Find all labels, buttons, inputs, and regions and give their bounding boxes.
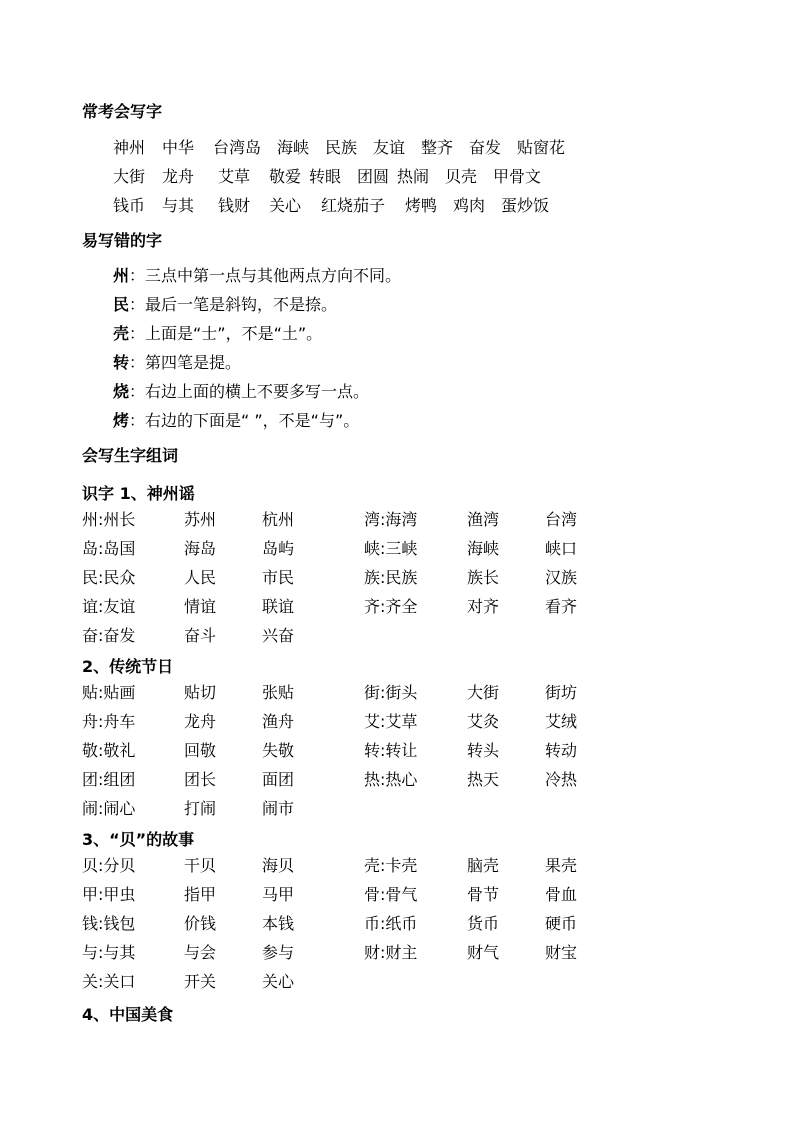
mistake-note: 转：第四笔是提。	[113, 353, 242, 372]
word-cell: 回敬	[184, 741, 217, 760]
word-cell: 壳:卡壳	[364, 856, 418, 875]
word-item: 热闹	[397, 167, 430, 186]
word-cell: 奋:奋发	[82, 626, 136, 645]
word-cell: 兴奋	[262, 626, 295, 645]
word-cell: 齐:齐全	[364, 597, 418, 616]
word-cell: 苏州	[184, 510, 217, 529]
word-cell: 马甲	[262, 885, 295, 904]
word-cell: 失敬	[262, 741, 295, 760]
word-item: 友谊	[373, 138, 406, 157]
word-cell: 脑壳	[467, 856, 500, 875]
word-cell: 峡口	[545, 539, 578, 558]
word-cell: 汉族	[545, 568, 578, 587]
mistake-note: 民：最后一笔是斜钩，不是捺。	[113, 295, 338, 314]
word-cell: 货币	[467, 914, 500, 933]
word-cell: 价钱	[184, 914, 217, 933]
word-cell: 情谊	[184, 597, 217, 616]
word-item: 红烧茄子	[321, 196, 386, 215]
lesson-title: 2、传统节日	[82, 657, 174, 676]
word-cell: 钱:钱包	[82, 914, 136, 933]
word-cell: 台湾	[545, 510, 578, 529]
word-cell: 市民	[262, 568, 295, 587]
word-cell: 街:街头	[364, 683, 418, 702]
lesson-title: 3、“贝”的故事	[82, 830, 195, 849]
word-item: 钱币	[113, 196, 146, 215]
word-cell: 与会	[184, 943, 217, 962]
word-cell: 冷热	[545, 770, 578, 789]
word-cell: 本钱	[262, 914, 295, 933]
word-cell: 民:民众	[82, 568, 136, 587]
word-cell: 币:纸币	[364, 914, 418, 933]
word-item: 大街	[113, 167, 146, 186]
word-item: 中华	[162, 138, 195, 157]
word-cell: 峡:三峡	[364, 539, 418, 558]
word-cell: 热天	[467, 770, 500, 789]
lesson-title: 识字 1、神州谣	[82, 484, 195, 503]
word-item: 艾草	[218, 167, 251, 186]
word-cell: 团:组团	[82, 770, 136, 789]
word-item: 烤鸭	[405, 196, 438, 215]
word-cell: 甲:甲虫	[82, 885, 136, 904]
word-cell: 大街	[467, 683, 500, 702]
word-cell: 骨节	[467, 885, 500, 904]
word-cell: 海峡	[467, 539, 500, 558]
word-cell: 艾:艾草	[364, 712, 418, 731]
section-heading-mistakes: 易写错的字	[82, 231, 163, 250]
word-item: 关心	[269, 196, 302, 215]
section-heading-words: 会写生字组词	[82, 446, 179, 465]
word-cell: 对齐	[467, 597, 500, 616]
word-cell: 贴切	[184, 683, 217, 702]
word-item: 敬爱	[269, 167, 302, 186]
word-cell: 龙舟	[184, 712, 217, 731]
word-item: 与其	[162, 196, 195, 215]
word-cell: 果壳	[545, 856, 578, 875]
word-item: 贴窗花	[517, 138, 566, 157]
word-cell: 族:民族	[364, 568, 418, 587]
word-cell: 骨血	[545, 885, 578, 904]
mistake-note: 壳：上面是“士”，不是“土”。	[113, 324, 323, 343]
word-cell: 看齐	[545, 597, 578, 616]
word-item: 民族	[325, 138, 358, 157]
word-cell: 贝:分贝	[82, 856, 136, 875]
word-cell: 关:关口	[82, 972, 136, 991]
word-item: 龙舟	[162, 167, 195, 186]
word-cell: 指甲	[184, 885, 217, 904]
word-cell: 人民	[184, 568, 217, 587]
word-item: 台湾岛	[213, 138, 262, 157]
word-cell: 财:财主	[364, 943, 418, 962]
word-cell: 财气	[467, 943, 500, 962]
word-cell: 转:转让	[364, 741, 418, 760]
word-cell: 开关	[184, 972, 217, 991]
word-cell: 渔湾	[467, 510, 500, 529]
word-cell: 湾:海湾	[364, 510, 418, 529]
word-item: 甲骨文	[493, 167, 542, 186]
word-item: 海峡	[277, 138, 310, 157]
word-cell: 闹:闹心	[82, 799, 136, 818]
word-cell: 闹市	[262, 799, 295, 818]
word-cell: 海岛	[184, 539, 217, 558]
mistake-note: 烧：右边上面的横上不要多写一点。	[113, 382, 370, 401]
word-cell: 族长	[467, 568, 500, 587]
mistake-note: 烤：右边的下面是“ ”，不是“与”。	[113, 411, 360, 430]
word-cell: 关心	[262, 972, 295, 991]
word-cell: 转动	[545, 741, 578, 760]
word-cell: 奋斗	[184, 626, 217, 645]
word-cell: 贴:贴画	[82, 683, 136, 702]
word-cell: 面团	[262, 770, 295, 789]
word-cell: 与:与其	[82, 943, 136, 962]
word-item: 神州	[113, 138, 146, 157]
word-cell: 州:州长	[82, 510, 136, 529]
word-cell: 街坊	[545, 683, 578, 702]
word-cell: 骨:骨气	[364, 885, 418, 904]
word-cell: 参与	[262, 943, 295, 962]
word-item: 奋发	[469, 138, 502, 157]
lesson-title: 4、中国美食	[82, 1005, 174, 1024]
word-cell: 艾绒	[545, 712, 578, 731]
word-cell: 海贝	[262, 856, 295, 875]
word-cell: 岛屿	[262, 539, 295, 558]
word-cell: 舟:舟车	[82, 712, 136, 731]
word-cell: 岛:岛国	[82, 539, 136, 558]
word-cell: 硬币	[545, 914, 578, 933]
word-item: 蛋炒饭	[501, 196, 550, 215]
word-item: 钱财	[218, 196, 251, 215]
word-cell: 张贴	[262, 683, 295, 702]
word-cell: 联谊	[262, 597, 295, 616]
word-cell: 财宝	[545, 943, 578, 962]
word-cell: 干贝	[184, 856, 217, 875]
word-item: 整齐	[421, 138, 454, 157]
word-item: 团圆	[357, 167, 390, 186]
section-heading-common: 常考会写字	[82, 102, 163, 121]
word-cell: 渔舟	[262, 712, 295, 731]
word-item: 鸡肉	[453, 196, 486, 215]
word-cell: 敬:敬礼	[82, 741, 136, 760]
word-item: 转眼	[309, 167, 342, 186]
word-cell: 杭州	[262, 510, 295, 529]
word-cell: 打闹	[184, 799, 217, 818]
word-cell: 谊:友谊	[82, 597, 136, 616]
word-item: 贝壳	[445, 167, 478, 186]
word-cell: 艾灸	[467, 712, 500, 731]
mistake-note: 州：三点中第一点与其他两点方向不同。	[113, 266, 402, 285]
word-cell: 热:热心	[364, 770, 418, 789]
word-cell: 团长	[184, 770, 217, 789]
word-cell: 转头	[467, 741, 500, 760]
